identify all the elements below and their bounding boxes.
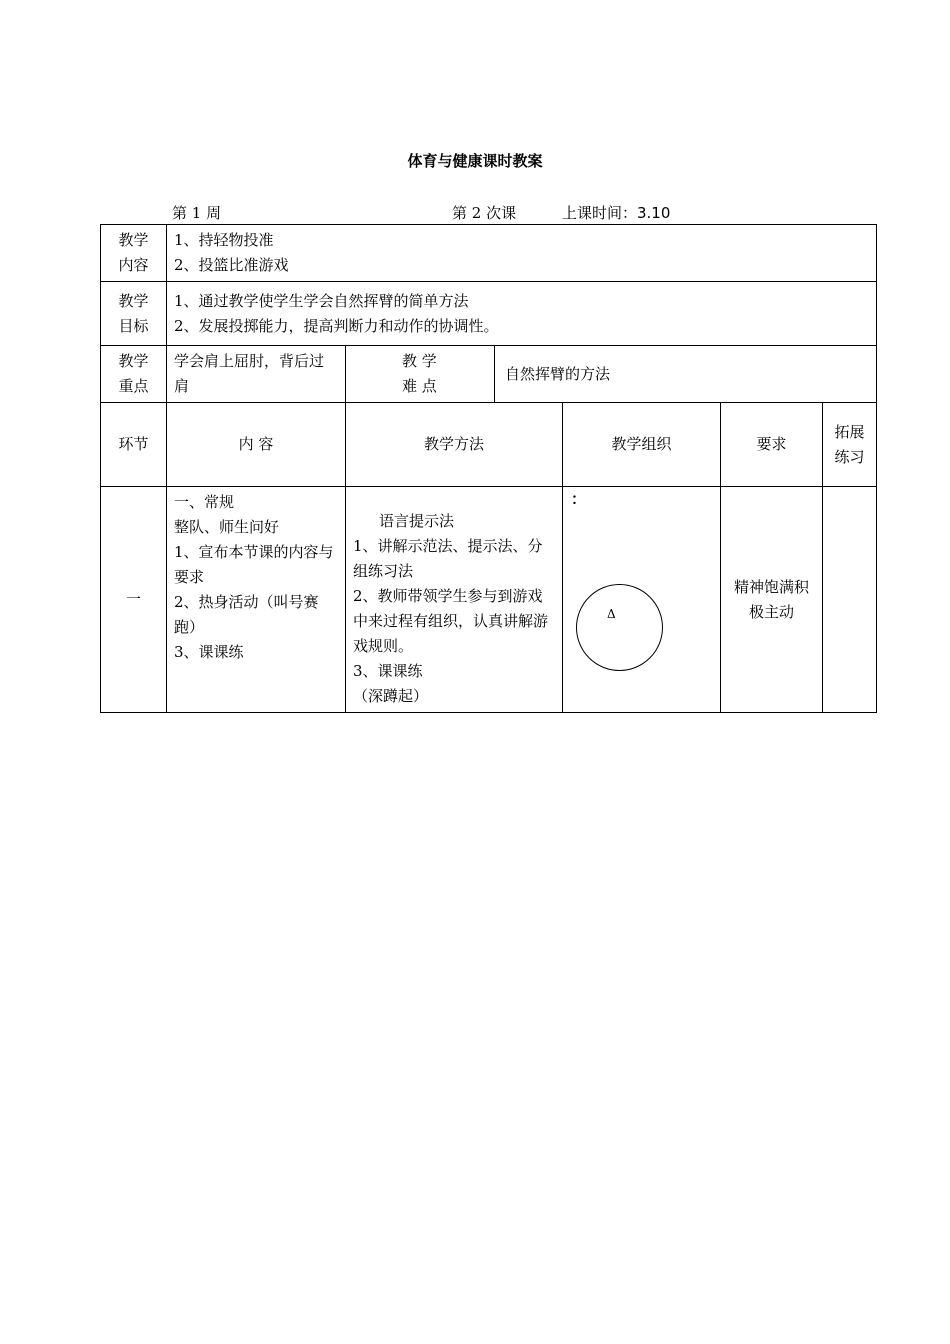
part1-organization <box>563 487 721 713</box>
lesson-plan-table <box>100 224 877 713</box>
teaching-goal-line: 1、通过教学使学生学会自然挥臂的简单方法 <box>174 291 469 310</box>
row-column-headers <box>101 403 877 487</box>
list-item: 3、课课练 <box>353 662 423 680</box>
teaching-content-label: 教学 内容 <box>101 225 167 282</box>
teacher-triangle-icon: Δ <box>607 607 616 621</box>
teaching-focus-label: 教学 重点 <box>101 346 167 403</box>
header-content: 内 容 <box>167 403 346 487</box>
teaching-goal-label: 教学 目标 <box>101 282 167 346</box>
teaching-content-cell <box>167 225 877 282</box>
part1-section: 一 <box>101 487 167 713</box>
part1-requirement: 精神饱满积极主动 <box>721 487 823 713</box>
header-requirement: 要求 <box>721 403 823 487</box>
list-item: 整队、师生问好 <box>174 518 280 536</box>
list-item: 2、教师带领学生参与到游戏中来过程有组织，认真讲解游戏规则。 <box>353 587 549 655</box>
header-extension: 拓展 练习 <box>823 403 877 487</box>
part1-extension <box>823 487 877 713</box>
list-item: 1、讲解示范法、提示法、分组练习法 <box>353 537 543 580</box>
list-item: 3、课课练 <box>174 643 244 661</box>
teaching-focus-cell: 学会肩上屈肘，背后过肩 <box>167 346 346 403</box>
list-item: 2、热身活动（叫号赛跑） <box>174 593 319 636</box>
teaching-difficulty-label: 教 学 难 点 <box>346 346 495 403</box>
list-item: 1、宣布本节课的内容与要求 <box>174 543 334 586</box>
header-method: 教学方法 <box>346 403 563 487</box>
row-focus-difficulty <box>101 346 877 403</box>
page-title: 体育与健康课时教案 <box>407 152 543 170</box>
row-part-1 <box>101 487 877 713</box>
class-time-label: 上课时间：3.10 <box>562 204 671 222</box>
header-section: 环节 <box>101 403 167 487</box>
week-label: 第 1 周 <box>172 204 222 222</box>
teaching-goal-line: 2、发展投掷能力，提高判断力和动作的协调性。 <box>174 316 499 335</box>
teaching-content-line: 1、持轻物投准 <box>174 231 274 249</box>
method-title: 语言提示法 <box>379 512 455 530</box>
formation-circle <box>576 584 663 671</box>
row-teaching-goal <box>101 282 877 346</box>
organization-colon: ： <box>571 490 587 508</box>
teaching-content-line: 2、投篮比准游戏 <box>174 256 289 274</box>
row-teaching-content <box>101 225 877 282</box>
header-organization: 教学组织 <box>563 403 721 487</box>
teaching-goal-cell <box>167 282 877 346</box>
part1-method <box>346 487 563 713</box>
lesson-label: 第 2 次课 <box>452 204 517 222</box>
teaching-difficulty-cell: 自然挥臂的方法 <box>495 346 877 403</box>
list-item: （深蹲起） <box>353 687 429 705</box>
part1-content <box>167 487 346 713</box>
list-item: 一、常规 <box>174 493 235 511</box>
